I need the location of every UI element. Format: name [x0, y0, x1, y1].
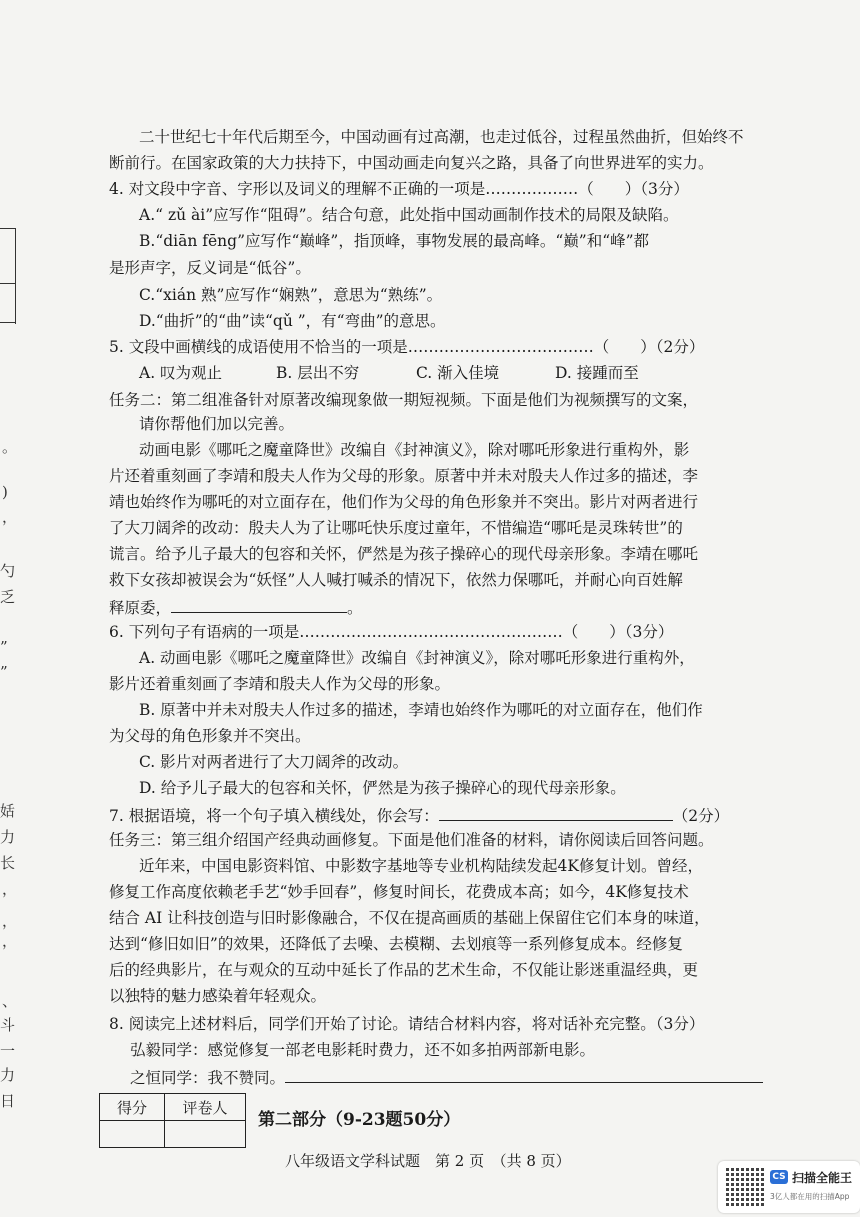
left-margin-bracket: [15, 228, 16, 324]
q8-dialogue-1: 弘毅同学：感觉修复一部老电影耗时费力，还不如多拍两部新电影。: [130, 1041, 596, 1059]
passage1-line: 断前行。在国家政策的大力扶持下，中国动画走向复兴之路，具备了向世界进军的实力。: [109, 154, 714, 172]
passage1-line: 二十世纪七十年代后期至今，中国动画有过高潮，也走过低谷，过程虽然曲折，但始终不: [139, 128, 744, 146]
q5-option-c: C. 渐入佳境: [416, 364, 500, 382]
margin-fragment: 日: [0, 1092, 16, 1110]
passage2-last-line: [109, 596, 363, 618]
q7-stem: 7. 根据语境，将一个句子填入横线处，你会写：: [109, 807, 439, 825]
q8-dialogue-2-text: 之恒同学：我不赞同。: [130, 1069, 286, 1087]
q4-option-b-cont: 是形声字，反义词是“低谷”。: [109, 259, 311, 277]
score-header: 得分: [100, 1094, 165, 1121]
passage2-last-text: 释原委，: [109, 599, 172, 617]
q6-option-d: D. 给予儿子最大的包容和关怀，俨然是为孩子操碎心的现代母亲形象。: [139, 779, 626, 797]
q7-answer-blank[interactable]: [171, 596, 347, 613]
margin-fragment: ): [2, 483, 8, 501]
passage3-line: 后的经典影片，在与观众的互动中延长了作品的艺术生命，不仅能让影迷重温经典，更: [109, 961, 699, 979]
margin-fragment: 、: [2, 992, 18, 1010]
q5-option-a: A. 叹为观止: [139, 364, 223, 382]
passage2-line: 动画电影《哪吒之魔童降世》改编自《封神演义》，除对哪吒形象进行重构外，影: [139, 441, 690, 459]
margin-fragment: ，: [2, 932, 18, 950]
margin-fragment: 一: [0, 1042, 16, 1060]
score-table: [99, 1093, 246, 1148]
part2-title: 第二部分（9-23题50分）: [258, 1110, 461, 1130]
grader-header: 评卷人: [165, 1094, 246, 1121]
left-margin-bracket: [0, 322, 16, 323]
margin-fragment: 力: [0, 1066, 16, 1084]
passage3-line: 达到“修旧如旧”的效果，还降低了去噪、去模糊、去划痕等一系列修复成本。经修复: [109, 935, 683, 953]
q4-option-b: B.“diān fēng”应写作“巅峰”，指顶峰，事物发展的最高峰。“巅”和“峰”都: [139, 232, 650, 250]
q6-option-b-cont: 为父母的角色形象并不突出。: [109, 727, 311, 745]
camscanner-logo-icon: CS: [770, 1170, 788, 1184]
margin-fragment: 力: [0, 828, 16, 846]
scanner-tagline: 3亿人都在用的扫描App: [770, 1192, 850, 1201]
q5-option-d: D. 接踵而至: [555, 364, 639, 382]
q4-option-d: D.“曲折”的“曲”读“qǔ ”，有“弯曲”的意思。: [139, 312, 446, 330]
scanner-watermark: [718, 1161, 860, 1213]
task3-line: 任务三：第三组介绍国产经典动画修复。下面是他们准备的材料，请你阅读后回答问题。: [109, 831, 714, 849]
q6-stem: 6. 下列句子有语病的一项是……………………………………………（ ）（3分）: [109, 623, 674, 641]
page-footer: 八年级语文学科试题 第 2 页 （共 8 页）: [285, 1152, 571, 1170]
margin-fragment: 。: [2, 438, 18, 456]
grader-cell[interactable]: [165, 1121, 246, 1148]
q6-option-a-cont: 影片还着重刻画了李靖和殷夫人作为父母的形象。: [109, 675, 451, 693]
q5-option-b: B. 层出不穷: [276, 364, 360, 382]
margin-fragment: 勺: [0, 562, 16, 580]
q8-answer-blank[interactable]: [285, 1066, 763, 1083]
margin-fragment: 斗: [0, 1016, 16, 1034]
passage2-line: 靖也始终作为哪吒的对立面存在，他们作为父母的角色形象并不突出。影片对两者进行: [109, 493, 699, 511]
q6-option-a: A. 动画电影《哪吒之魔童降世》改编自《封神演义》，除对哪吒形象进行重构外，: [139, 649, 695, 667]
q6-option-b: B. 原著中并未对殷夫人作过多的描述，李靖也始终作为哪吒的对立面存在，他们作: [139, 701, 703, 719]
task2-line: 请你帮他们加以完善。: [139, 415, 295, 433]
margin-fragment: 长: [0, 854, 16, 872]
q7-score: （2分）: [672, 807, 730, 825]
margin-fragment: ，: [2, 880, 18, 898]
margin-fragment: 乏: [0, 588, 16, 606]
margin-fragment: ”: [0, 638, 8, 656]
q7-line: [109, 804, 729, 826]
passage3-line: 结合 AI 让科技创造与旧时影像融合，不仅在提高画质的基础上保留住它们本身的味道，: [109, 909, 710, 927]
left-margin-bracket: [0, 283, 16, 284]
task2-line: 任务二：第二组准备针对原著改编现象做一期短视频。下面是他们为视频撰写的文案，: [109, 391, 699, 409]
q5-stem: 5. 文段中画横线的成语使用不恰当的一项是………………………………（ ）（2分）: [109, 338, 705, 356]
q4-option-c: C.“xián 熟”应写作“娴熟”，意思为“熟练”。: [139, 286, 443, 304]
passage3-line: 修复工作高度依赖老手艺“妙手回春”，修复时间长，花费成本高；如今，4K修复技术: [109, 883, 689, 901]
margin-fragment: ，: [2, 508, 18, 526]
q6-option-c: C. 影片对两者进行了大刀阔斧的改动。: [139, 753, 409, 771]
passage2-line: 片还着重刻画了李靖和殷夫人作为父母的形象。原著中并未对殷夫人作过多的描述，李: [109, 467, 699, 485]
passage2-line: 救下女孩却被误会为“妖怪”人人喊打喊杀的情况下，依然力保哪吒，并耐心向百姓解: [109, 571, 683, 589]
q8-dialogue-2: [130, 1066, 763, 1088]
passage3-line: 以独特的魅力感染着年轻观众。: [109, 987, 327, 1005]
scanner-brand: 扫描全能王: [792, 1171, 853, 1185]
passage2-line: 了大刀阔斧的改动：殷夫人为了让哪吒快乐度过童年，不惜编造“哪吒是灵珠转世”的: [109, 519, 683, 537]
q4-option-a: A.“ zǔ ài”应写作“阻碍”。结合句意，此处指中国动画制作技术的局限及缺陷。: [139, 206, 679, 224]
left-margin-bracket: [0, 228, 16, 229]
passage2-last-end: 。: [347, 599, 363, 617]
margin-fragment: ”: [0, 663, 8, 681]
margin-fragment: 姡: [0, 802, 16, 820]
margin-fragment: ，: [2, 912, 18, 930]
passage3-line: 近年来，中国电影资料馆、中影数字基地等专业机构陆续发起4K修复计划。曾经，: [139, 857, 703, 875]
passage2-line: 谎言。给予儿子最大的包容和关怀，俨然是为孩子操碎心的现代母亲形象。李靖在哪吒: [109, 545, 699, 563]
score-cell[interactable]: [100, 1121, 165, 1148]
qr-code-icon: [726, 1168, 764, 1206]
q7-fill-blank[interactable]: [439, 804, 673, 821]
q8-stem: 8. 阅读完上述材料后，同学们开始了讨论。请结合材料内容，将对话补充完整。（3分）: [109, 1015, 705, 1033]
q4-stem: 4. 对文段中字音、字形以及词义的理解不正确的一项是………………（ ）（3分）: [109, 180, 689, 198]
